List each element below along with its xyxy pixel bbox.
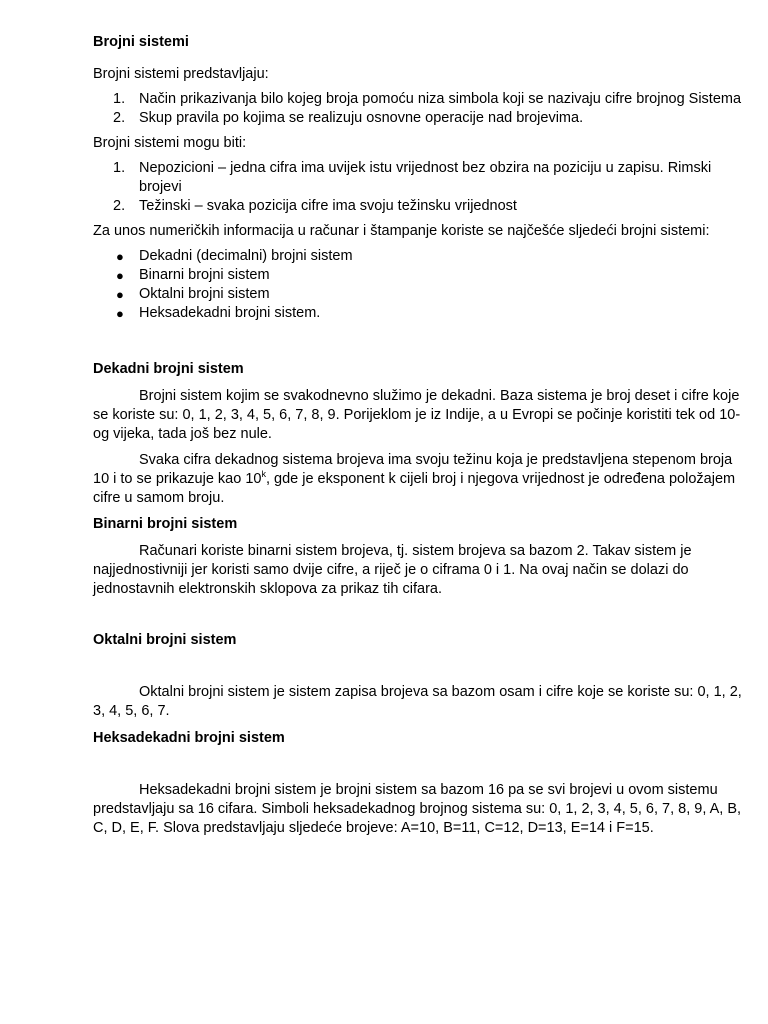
list-item: 1. Nepozicioni – jedna cifra ima uvijek istu vrijednost bez obzira na poziciju u zapisu. Rimski brojevi — [113, 160, 712, 195]
types-list — [93, 159, 743, 216]
bullet-icon: ● — [116, 268, 124, 283]
representation-list — [93, 90, 743, 128]
main-heading: Brojni sistemi — [93, 34, 189, 50]
section-heading-dekadni: Dekadni brojni sistem — [93, 361, 244, 377]
list-item: 2. Težinski – svaka pozicija cifre ima svoju težinsku vrijednost — [113, 198, 517, 214]
intro-paragraph-2: Brojni sistemi mogu biti: — [93, 135, 247, 151]
list-item: ● Oktalni brojni sistem — [116, 286, 270, 302]
list-item: ● Binarni brojni sistem — [116, 267, 270, 283]
intro-paragraph-3: Za unos numeričkih informacija u računar i štampanje koriste se najčešće sljedeći brojni sistemi: — [93, 223, 710, 239]
section-heading-heksa: Heksadekadni brojni sistem — [93, 730, 285, 746]
bullet-icon: ● — [116, 287, 124, 302]
dekadni-paragraph-1: Brojni sistem kojim se svakodnevno služimo je dekadni. Baza sistema je broj deset i cifre koje se koriste su: 0, 1, 2, 3, 4, 5, 6, 7, 8, 9. Porijeklom je iz Indije, a u Evropi se počinje koristiti tek od 10-og vijeka, tada još bez nule. — [93, 388, 741, 442]
list-item: 2. Skup pravila po kojima se realizuju osnovne operacije nad brojevima. — [113, 110, 584, 126]
oktalni-paragraph: Oktalni brojni sistem je sistem zapisa brojeva sa bazom osam i cifre koje se koriste su: 0, 1, 2, 3, 4, 5, 6, 7. — [93, 684, 742, 719]
list-item: ● Dekadni (decimalni) brojni sistem — [116, 248, 353, 264]
binarni-paragraph: Računari koriste binarni sistem brojeva, tj. sistem brojeva sa bazom 2. Takav sistem je najjednostivniji jer koristi samo dvije cifre, a riječ je o ciframa 0 i 1. Na ovaj način se dolazi do jednostavnih elektronskih sklopova za prikaz tih cifara. — [93, 543, 692, 597]
list-item: 1. Način prikazivanja bilo kojeg broja pomoću niza simbola koji se nazivaju cifre brojnog Sistema — [113, 91, 742, 107]
list-item: ● Heksadekadni brojni sistem. — [116, 305, 321, 321]
intro-paragraph-1: Brojni sistemi predstavljaju: — [93, 66, 269, 82]
bullet-icon: ● — [116, 249, 124, 264]
dekadni-paragraph-2: Svaka cifra dekadnog sistema brojeva ima svoju težinu koja je predstavljena stepenom broja 10 i to se prikazuje kao 10$^k$, gde je eksponent k cijeli broj i njegova vrijednost je određena položajem cifre u samom broju. — [93, 452, 736, 506]
section-heading-binarni: Binarni brojni sistem — [93, 516, 238, 532]
document-page — [93, 33, 743, 838]
bullet-icon: ● — [116, 306, 124, 321]
heksa-paragraph: Heksadekadni brojni sistem je brojni sistem sa bazom 16 pa se svi brojevi u ovom sistemu predstavljaju sa 16 cifara. Simboli heksadekadnog brojnog sistema su: 0, 1, 2, 3, 4, 5, 6, 7, 8, 9, A, B, C, D, E, F. Slova predstavljaju sljedeće brojeve: A=10, B=11, C=12, D=13, E=14 i F=15. — [93, 782, 742, 836]
systems-bullet-list — [93, 247, 743, 323]
section-heading-oktalni: Oktalni brojni sistem — [93, 632, 237, 648]
